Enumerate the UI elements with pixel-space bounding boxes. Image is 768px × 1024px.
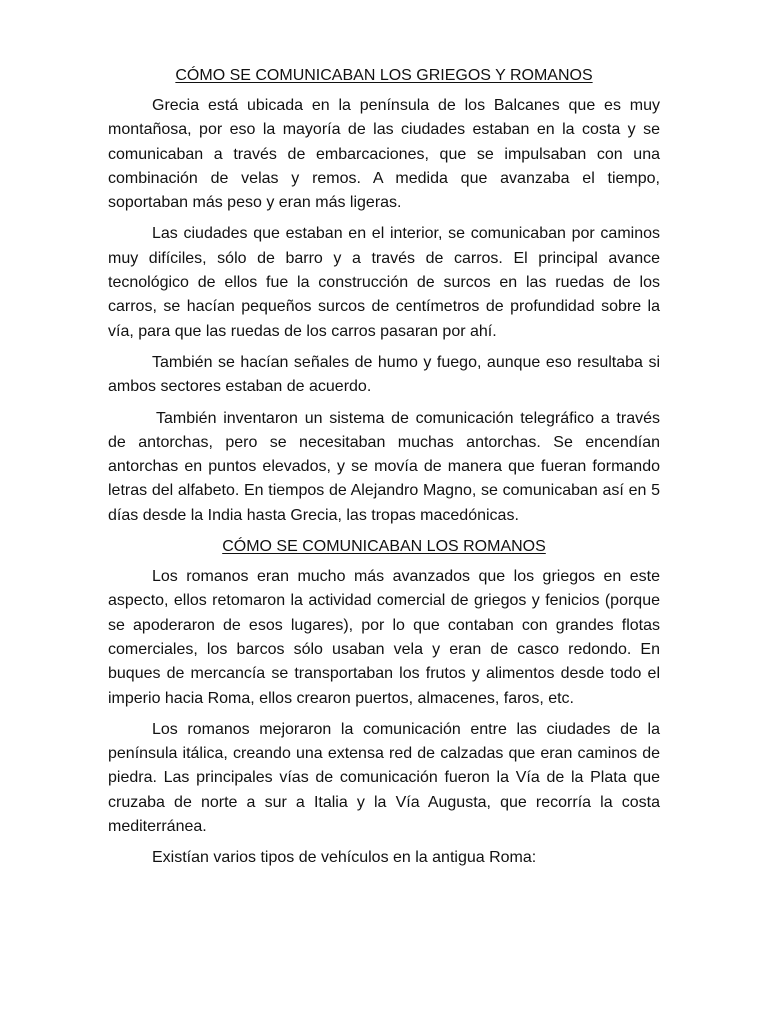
paragraph-roman-roads: Los romanos mejoraron la comunicación entre las ciudades de la península itálica, creando una extensa red de calzadas que eran caminos de piedra. Las principales vías de comunicación fueron la Vía de la Plata que cruzaba de norte a sur a Italia y la Vía Augusta, que recorría la costa mediterránea. bbox=[108, 720, 660, 836]
paragraph-inland-roads: Las ciudades que estaban en el interior, se comunicaban por caminos muy difíciles, sólo de barro y a través de carros. El principal avance tecnológico de ellos fue la construcción de surcos en las ruedas de los carros, se hacían pequeños surcos de centímetros de profundidad sobre la vía, para que las ruedas de los carros pasaran por ahí. bbox=[108, 225, 660, 340]
paragraph-smoke-signals: También se hacían señales de humo y fuego, aunque eso resultaba si ambos sectores estaban de acuerdo. bbox=[108, 353, 660, 396]
paragraph-roman-vehicles: Existían varios tipos de vehículos en la antigua Roma: bbox=[152, 849, 537, 867]
paragraph-greece-geography: Grecia está ubicada en la península de los Balcanes que es muy montañosa, por eso la mayoría de las ciudades estaban en la costa y se comunicaban a través de embarcaciones, que se impulsaban con una combinación de velas y remos. A medida que avanzaba el tiempo, soportaban más peso y eran más ligeras. bbox=[108, 97, 660, 212]
paragraph-torch-telegraph: También inventaron un sistema de comunicación telegráfico a través de antorchas, pero se necesitaban muchas antorchas. Se encendían antorchas en puntos elevados, y se movía de manera que fueran formando letras del alfabeto. En tiempos de Alejandro Magno, se comunicaban así en 5 días desde la India hasta Grecia, las tropas macedónicas. bbox=[108, 409, 660, 524]
paragraph-roman-trade: Los romanos eran mucho más avanzados que los griegos en este aspecto, ellos retomaron la actividad comercial de griegos y fenicios (porque se apoderaron de esos lugares), por lo que contaban con grandes flotas comerciales, los barcos sólo usaban vela y eran de casco redondo. En buques de mercancía se transportaban los frutos y alimentos desde todo el imperio hacia Roma, ellos crearon puertos, almacenes, faros, etc. bbox=[108, 568, 660, 707]
document-page bbox=[108, 64, 660, 878]
heading-greeks-romans: CÓMO SE COMUNICABAN LOS GRIEGOS Y ROMANOS bbox=[175, 67, 593, 84]
heading-romans: CÓMO SE COMUNICABAN LOS ROMANOS bbox=[222, 538, 546, 556]
